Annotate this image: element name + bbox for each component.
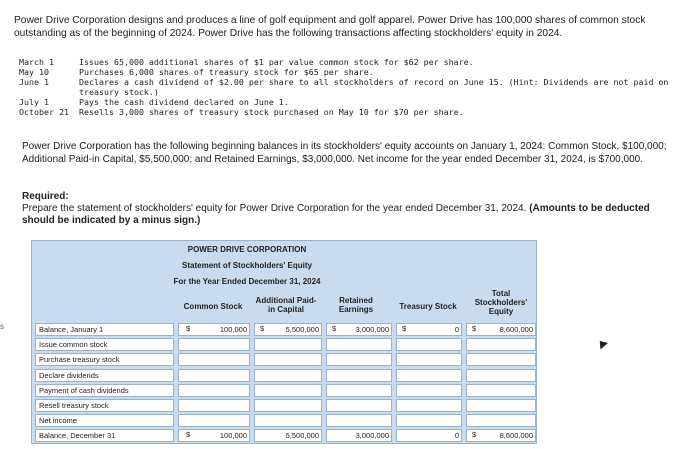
cell-apic: 5,500,000 — [254, 323, 322, 336]
transactions-list — [19, 57, 679, 117]
cell-apic[interactable] — [254, 414, 322, 427]
required-label: Required: — [22, 191, 69, 202]
transaction-description: Declares a cash dividend of $2.00 per share to all stockholders of record on June 15. (Hint: Dividends are not paid on treasury stock.) — [79, 77, 674, 97]
col-header-apic: Additional Paid-in Capital — [255, 296, 317, 314]
cell-apic[interactable] — [254, 338, 322, 351]
transaction-item — [19, 107, 679, 117]
dollar-sign: $ — [186, 430, 191, 439]
edge-mark: s — [0, 322, 4, 331]
transaction-date: May 10 — [19, 67, 49, 77]
cell-treasury[interactable] — [396, 353, 462, 366]
cell-common: 100,000 — [178, 323, 250, 336]
transaction-item — [19, 97, 679, 107]
col-header-retained-earnings: Retained Earnings — [338, 296, 374, 314]
cell-common[interactable] — [178, 338, 250, 351]
cell-apic[interactable] — [254, 399, 322, 412]
cell-common[interactable] — [178, 414, 250, 427]
cell-total[interactable] — [466, 414, 536, 427]
cell-re[interactable] — [326, 399, 392, 412]
cell-apic[interactable]: 5,500,000 — [254, 429, 322, 442]
dollar-sign: $ — [472, 430, 477, 439]
row-label: Purchase treasury stock — [35, 353, 174, 366]
cell-common[interactable] — [178, 384, 250, 397]
row-label: Balance, January 1 — [35, 323, 174, 336]
cell-total[interactable] — [466, 369, 536, 382]
statement-company: POWER DRIVE CORPORATION — [187, 245, 307, 254]
cell-treasury[interactable]: 0 — [396, 429, 462, 442]
statement-title: Statement of Stockholders' Equity — [182, 261, 312, 270]
required-section — [22, 191, 682, 227]
beginning-balances-paragraph: Power Drive Corporation has the following beginning balances in its stockholders' equity accounts on January 1, 2024: Common Stock, $100,000; Additional Paid-in Capital, $5,500,000; and Retained Earnings, $3,000,000. Net income for the year ended December 31, 2024, is $700,000. — [22, 141, 667, 165]
transaction-item — [19, 77, 679, 97]
cell-total[interactable] — [466, 353, 536, 366]
cell-re[interactable] — [326, 384, 392, 397]
col-header-treasury-stock: Treasury Stock — [399, 302, 457, 311]
transaction-description: Pays the cash dividend declared on June 1. — [79, 97, 289, 107]
transaction-item — [19, 57, 679, 67]
cell-common[interactable] — [178, 353, 250, 366]
cell-total[interactable] — [466, 399, 536, 412]
cell-re: 3,000,000 — [326, 323, 392, 336]
row-label: Resell treasury stock — [35, 399, 174, 412]
transaction-date: October 21 — [19, 107, 69, 117]
cell-treasury[interactable] — [396, 399, 462, 412]
cell-apic[interactable] — [254, 384, 322, 397]
cell-treasury[interactable] — [396, 414, 462, 427]
transaction-description: Purchases 6,000 shares of treasury stock for $65 per share. — [79, 67, 374, 77]
cell-re[interactable] — [326, 338, 392, 351]
cell-total[interactable] — [466, 384, 536, 397]
transaction-description: Resells 3,000 shares of treasury stock purchased on May 10 for $70 per share. — [79, 107, 464, 117]
row-label: Net income — [35, 414, 174, 427]
intro-paragraph: Power Drive Corporation designs and produces a line of golf equipment and golf apparel. Power Drive has 100,000 shares of common stock outstanding as of the beginning of 2024. Power Drive has the following transactions affecting stockholders' equity in 2024. — [14, 15, 646, 39]
col-header-total-equity: Total Stockholders' Equity — [474, 289, 528, 316]
cell-treasury[interactable] — [396, 338, 462, 351]
cell-apic[interactable] — [254, 369, 322, 382]
statement-table — [31, 240, 537, 444]
cell-total: 8,600,000 — [466, 323, 536, 336]
transaction-date: March 1 — [19, 57, 54, 67]
dollar-sign: $ — [472, 324, 477, 333]
row-label: Issue common stock — [35, 338, 174, 351]
dollar-sign: $ — [186, 324, 191, 333]
statement-period: For the Year Ended December 31, 2024 — [173, 277, 321, 286]
transaction-description: Issues 65,000 additional shares of $1 par value common stock for $62 per share. — [79, 57, 474, 67]
cell-common[interactable] — [178, 399, 250, 412]
cell-common[interactable]: 100,000 — [178, 429, 250, 442]
transaction-item — [19, 67, 679, 77]
cell-total[interactable]: 8,600,000 — [466, 429, 536, 442]
row-label: Declare dividends — [35, 369, 174, 382]
transaction-date: July 1 — [19, 97, 49, 107]
required-text: Prepare the statement of stockholders' equity for Power Drive Corporation for the year ended December 31, 2024. — [22, 203, 527, 214]
mouse-cursor — [596, 338, 608, 350]
cell-apic[interactable] — [254, 353, 322, 366]
required-hint: (Amounts to be deducted should be indicated by a minus sign.) — [22, 203, 650, 226]
cell-total[interactable] — [466, 338, 536, 351]
transaction-date: June 1 — [19, 77, 49, 87]
cell-treasury: 0 — [396, 323, 462, 336]
row-label: Balance, December 31 — [35, 429, 174, 442]
cell-treasury[interactable] — [396, 369, 462, 382]
cell-re[interactable] — [326, 353, 392, 366]
dollar-sign: $ — [332, 324, 337, 333]
row-label: Payment of cash dividends — [35, 384, 174, 397]
cell-common[interactable] — [178, 369, 250, 382]
cell-re[interactable]: 3,000,000 — [326, 429, 392, 442]
dollar-sign: $ — [402, 324, 407, 333]
col-header-common-stock: Common Stock — [183, 302, 243, 311]
cell-re[interactable] — [326, 369, 392, 382]
cell-re[interactable] — [326, 414, 392, 427]
dollar-sign: $ — [260, 324, 265, 333]
cell-treasury[interactable] — [396, 384, 462, 397]
